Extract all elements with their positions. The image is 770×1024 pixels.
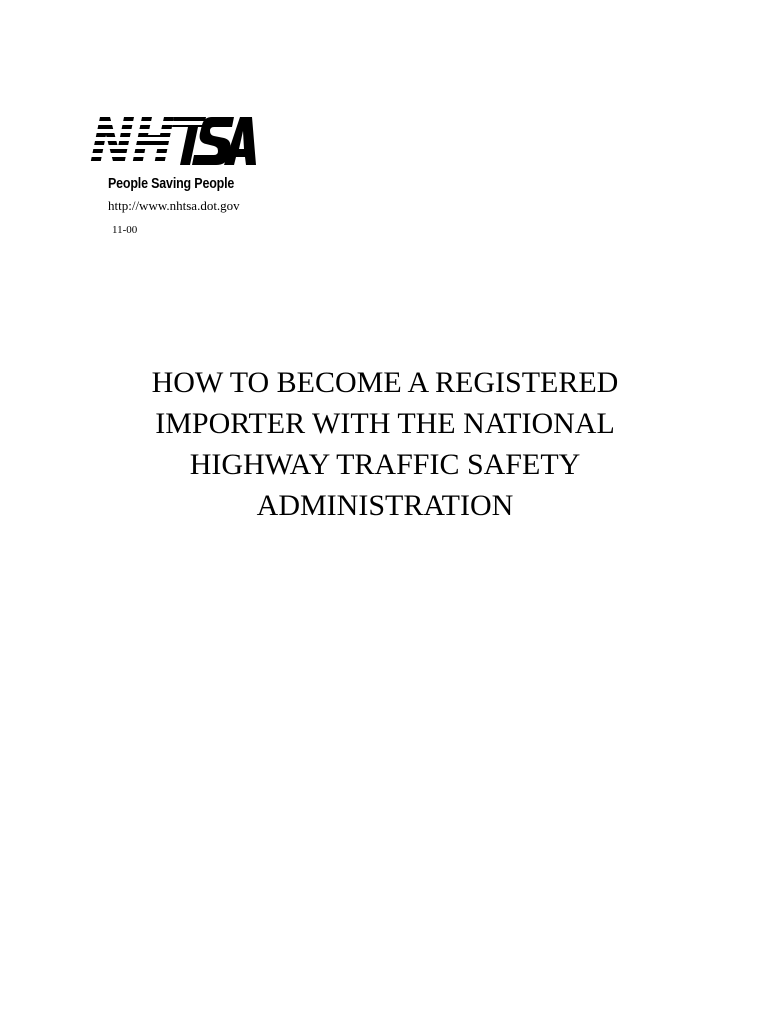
title-line: HIGHWAY TRAFFIC SAFETY (189, 448, 581, 481)
title-line: HOW TO BECOME A REGISTERED (151, 366, 619, 399)
nhtsa-logo-mark (88, 115, 256, 173)
logo-tagline: People Saving People (108, 176, 235, 192)
website-url[interactable]: http://www.nhtsa.dot.gov (108, 198, 240, 213)
nhtsa-logo (88, 115, 268, 173)
title-line: IMPORTER WITH THE NATIONAL (155, 407, 615, 440)
document-code: 11-00 (112, 224, 138, 236)
title-line: ADMINISTRATION (256, 489, 514, 522)
document-title (95, 362, 675, 526)
